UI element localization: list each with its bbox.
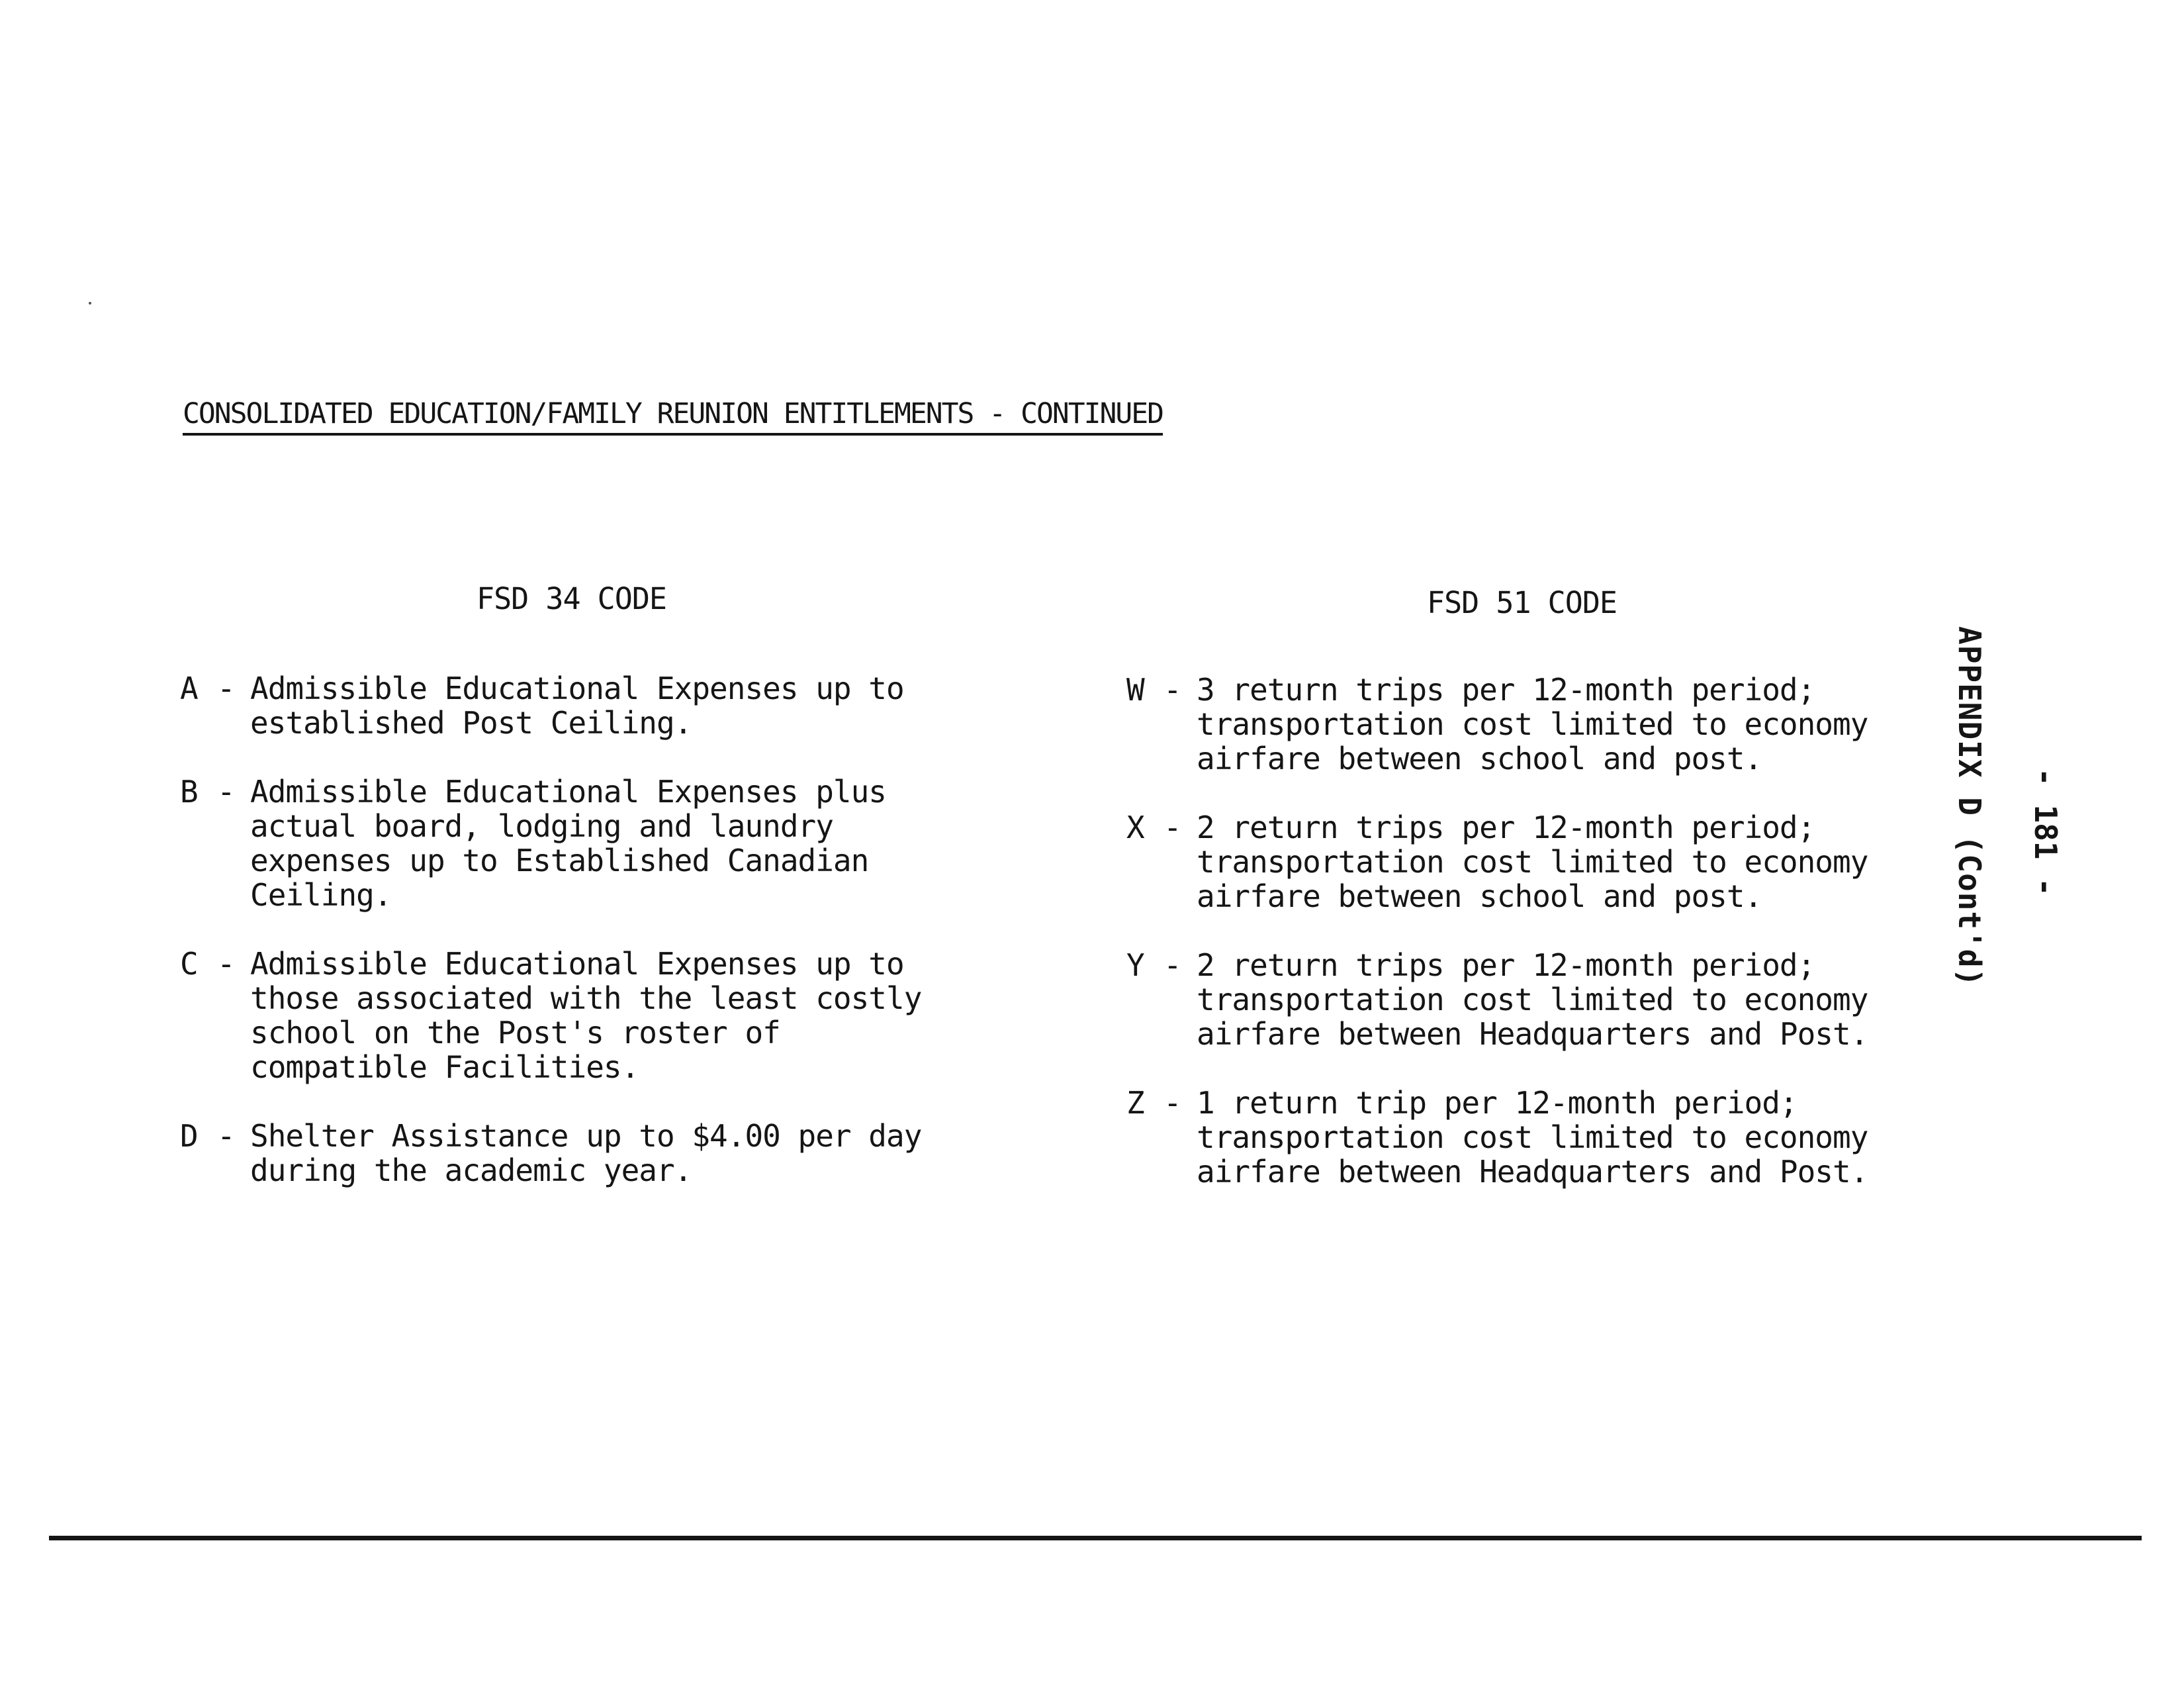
code-dash: -	[1163, 1085, 1181, 1121]
scan-speck	[89, 302, 91, 305]
code-description: 1 return trip per 12-month period; transportation cost limited to economy airfare between Headquarters and Post.	[1197, 1085, 1868, 1190]
code-letter: Y	[1126, 947, 1144, 983]
code-description: 2 return trips per 12-month period; transportation cost limited to economy airfare between school and post.	[1197, 810, 1868, 914]
code-letter: C	[180, 946, 198, 982]
code-letter: Z	[1126, 1085, 1144, 1121]
fsd51-heading: FSD 51 CODE	[1427, 585, 1617, 620]
code-description: Admissible Educational Expenses up to established Post Ceiling.	[250, 671, 904, 741]
code-dash: -	[217, 1118, 235, 1154]
list-item	[180, 774, 921, 912]
code-dash: -	[217, 774, 235, 810]
list-item	[180, 947, 921, 1084]
appendix-label: APPENDIX D (Cont'd)	[1952, 626, 1987, 988]
page-number: - 181 -	[2028, 768, 2064, 896]
list-item	[1126, 1086, 1868, 1189]
fsd51-code-list	[1126, 673, 1868, 1223]
list-item	[180, 1119, 921, 1188]
code-description: 3 return trips per 12-month period; transportation cost limited to economy airfare between school and post.	[1197, 672, 1868, 776]
page-title: CONSOLIDATED EDUCATION/FAMILY REUNION ENTITLEMENTS - CONTINUED	[183, 396, 1163, 436]
code-description: Shelter Assistance up to $4.00 per day during the academic year.	[250, 1118, 922, 1188]
fsd34-code-list	[180, 671, 921, 1222]
code-dash: -	[217, 671, 235, 706]
fsd34-heading: FSD 34 CODE	[477, 581, 667, 616]
code-letter: A	[180, 671, 198, 706]
code-description: 2 return trips per 12-month period; transportation cost limited to economy airfare between Headquarters and Post.	[1197, 947, 1868, 1052]
code-letter: W	[1126, 672, 1144, 708]
code-letter: B	[180, 774, 198, 810]
code-letter: D	[180, 1118, 198, 1154]
code-description: Admissible Educational Expenses up to those associated with the least costly school on the Post's roster of compatible Facilities.	[250, 946, 922, 1085]
code-letter: X	[1126, 810, 1144, 845]
code-dash: -	[217, 946, 235, 982]
list-item	[1126, 810, 1868, 914]
footer-rule	[49, 1536, 2142, 1540]
code-dash: -	[1163, 947, 1181, 983]
list-item	[180, 671, 921, 740]
list-item	[1126, 673, 1868, 776]
code-description: Admissible Educational Expenses plus actual board, lodging and laundry expenses up to Established Canadian Ceiling.	[250, 774, 886, 913]
code-dash: -	[1163, 672, 1181, 708]
list-item	[1126, 948, 1868, 1051]
code-dash: -	[1163, 810, 1181, 845]
